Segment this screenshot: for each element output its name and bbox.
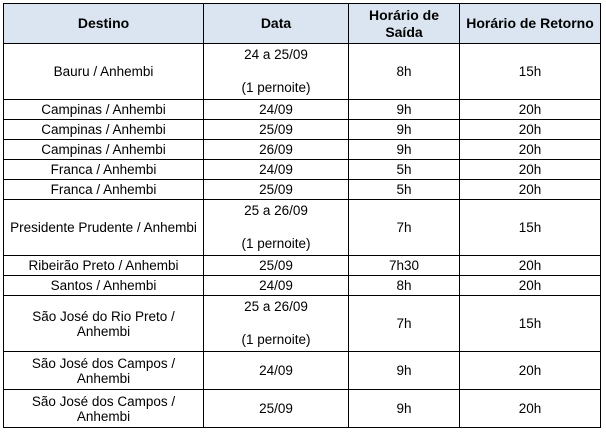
destination-cell: Campinas / Anhembi [4,120,204,140]
return-cell: 15h [460,44,601,100]
departure-cell: 7h [349,296,460,352]
departure-cell: 9h [349,140,460,160]
return-cell: 20h [460,276,601,296]
return-cell: 20h [460,100,601,120]
table-row [4,296,601,352]
table-row [4,160,601,180]
departure-cell: 9h [349,390,460,428]
destination-cell: Campinas / Anhembi [4,140,204,160]
date-range: 25 a 26/09 [244,299,308,314]
departure-cell: 8h [349,44,460,100]
table-row [4,44,601,100]
departure-cell: 7h [349,200,460,256]
return-cell: 20h [460,352,601,390]
date-cell: 24/09 [204,352,349,390]
header-date: Data [204,4,349,44]
overnight-note: (1 pernoite) [241,236,311,251]
header-destination: Destino [4,4,204,44]
table-row [4,100,601,120]
departure-cell: 8h [349,276,460,296]
date-cell: 24/09 [204,160,349,180]
date-cell [204,200,349,256]
date-cell: 25/09 [204,256,349,276]
departure-cell: 9h [349,352,460,390]
overnight-note: (1 pernoite) [241,80,311,95]
date-cell: 24/09 [204,276,349,296]
date-range: 24 a 25/09 [244,47,308,62]
table-row [4,180,601,200]
destination-cell: São José dos Campos / Anhembi [4,352,204,390]
table-header-row [4,4,601,44]
destination-cell: Franca / Anhembi [4,160,204,180]
schedule-table [3,3,601,428]
destination-cell: Presidente Prudente / Anhembi [4,200,204,256]
return-cell: 15h [460,296,601,352]
header-return: Horário de Retorno [460,4,601,44]
departure-cell: 9h [349,100,460,120]
destination-cell: Santos / Anhembi [4,276,204,296]
destination-cell: Franca / Anhembi [4,180,204,200]
return-cell: 20h [460,180,601,200]
date-cell: 24/09 [204,100,349,120]
table-row [4,390,601,428]
destination-cell: Campinas / Anhembi [4,100,204,120]
destination-cell: São José dos Campos / Anhembi [4,390,204,428]
header-departure: Horário de Saída [349,4,460,44]
destination-cell: São José do Rio Preto / Anhembi [4,296,204,352]
table-row [4,120,601,140]
return-cell: 20h [460,390,601,428]
date-cell: 25/09 [204,180,349,200]
table-row [4,256,601,276]
date-cell: 26/09 [204,140,349,160]
date-cell: 25/09 [204,390,349,428]
table-row [4,276,601,296]
return-cell: 20h [460,256,601,276]
return-cell: 15h [460,200,601,256]
return-cell: 20h [460,120,601,140]
table-row [4,200,601,256]
date-cell [204,44,349,100]
table-row [4,140,601,160]
destination-cell: Bauru / Anhembi [4,44,204,100]
overnight-note: (1 pernoite) [241,332,311,347]
departure-cell: 5h [349,160,460,180]
departure-cell: 5h [349,180,460,200]
return-cell: 20h [460,140,601,160]
return-cell: 20h [460,160,601,180]
date-cell: 25/09 [204,120,349,140]
date-cell [204,296,349,352]
departure-cell: 7h30 [349,256,460,276]
destination-cell: Ribeirão Preto / Anhembi [4,256,204,276]
date-range: 25 a 26/09 [244,203,308,218]
table-row [4,352,601,390]
departure-cell: 9h [349,120,460,140]
